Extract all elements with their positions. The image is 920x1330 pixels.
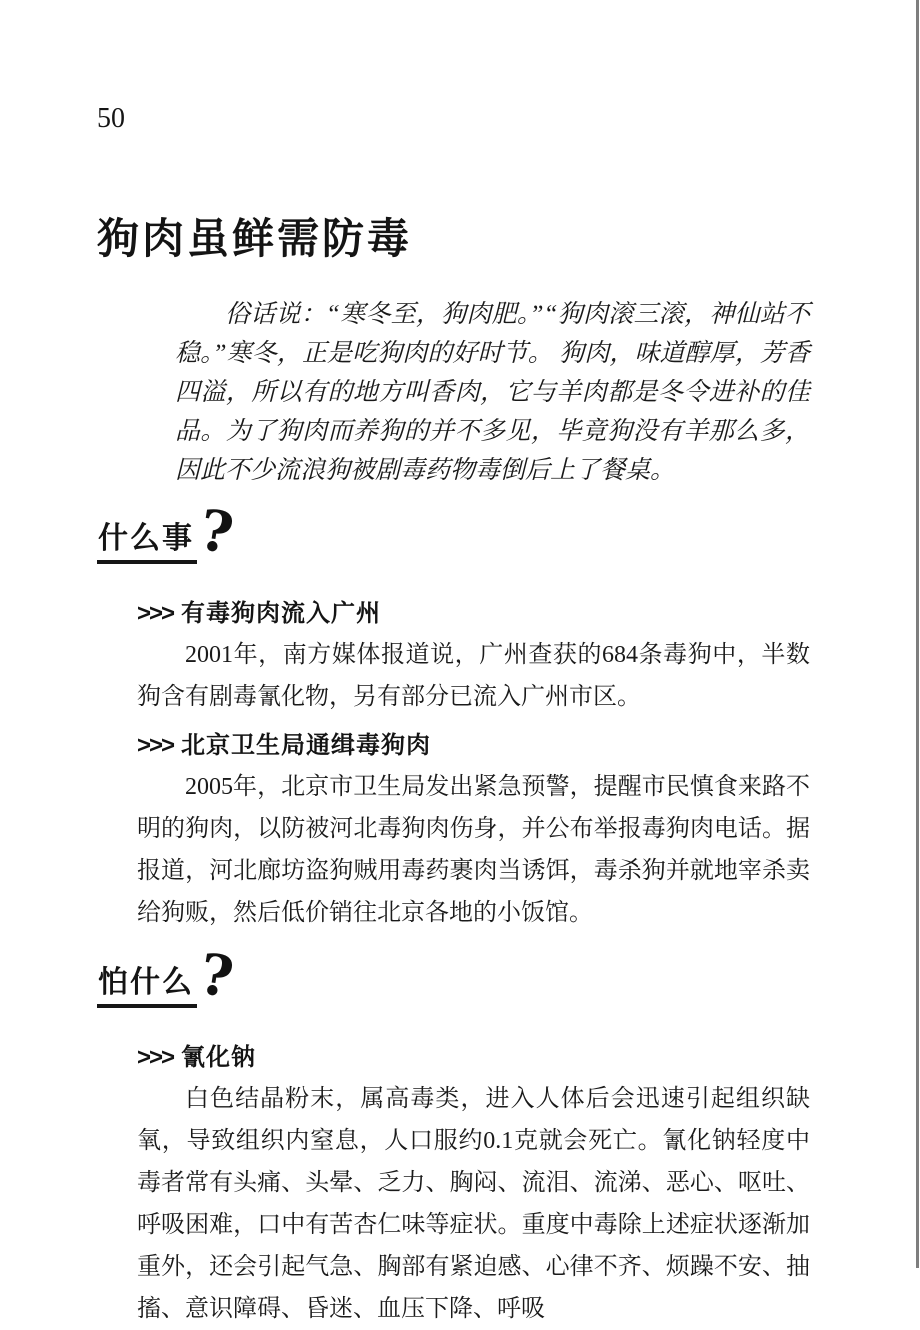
page-content xyxy=(97,215,810,1330)
question-mark-icon: ? xyxy=(195,496,238,568)
news-body: 2001年，南方媒体报道说，广州查获的684条毒狗中，半数狗含有剧毒氰化物，另有部分已流入广州市区。 xyxy=(137,642,810,710)
page-number: 50 xyxy=(97,103,125,134)
news-subtitle xyxy=(137,598,810,630)
triple-chevron-icon: >>> xyxy=(137,732,174,759)
section-heading-label: 怕什么 xyxy=(97,966,197,1008)
news-item-beijing xyxy=(137,730,810,934)
section-header-what-to-fear xyxy=(97,940,810,1012)
news-item-guangzhou xyxy=(137,598,810,718)
intro-paragraph: 俗话说：“寒冬至，狗肉肥。”“狗肉滚三滚，神仙站不稳。”寒冬，正是吃狗肉的好时节。 狗肉，味道醇厚，芳香四溢，所以有的地方叫香肉，它与羊肉都是冬令进补的佳品。为了狗肉而养狗的并不多见，毕竟狗没有羊那么多，因此不少流浪狗被剧毒药物毒倒后上了餐桌。 xyxy=(175,301,810,484)
news-body: 白色结晶粉末，属高毒类，进入人体后会迅速引起组织缺氧，导致组织内窒息，人口服约0.1克就会死亡。氰化钠轻度中毒者常有头痛、头晕、乏力、胸闷、流泪、流涕、恶心、呕吐、呼吸困难，口中有苦杏仁味等症状。重度中毒除上述症状逐渐加重外，还会引起气急、胸部有紧迫感、心律不齐、烦躁不安、抽搐、意识障碍、昏迷、血压下降、呼吸 xyxy=(137,1086,810,1322)
news-subtitle-text: 北京卫生局通缉毒狗肉 xyxy=(181,733,432,759)
news-subtitle-text: 氰化钠 xyxy=(181,1045,257,1071)
news-subtitle xyxy=(137,730,810,762)
section-heading-label: 什么事 xyxy=(97,522,197,564)
question-mark-icon: ? xyxy=(195,940,238,1012)
chapter-title: 狗肉虽鲜需防毒 xyxy=(97,217,413,263)
triple-chevron-icon: >>> xyxy=(137,1044,174,1071)
news-item-sodium-cyanide xyxy=(137,1042,810,1330)
news-subtitle-text: 有毒狗肉流入广州 xyxy=(181,601,382,627)
news-body: 2005年，北京市卫生局发出紧急预警，提醒市民慎食来路不明的狗肉，以防被河北毒狗肉伤身，并公布举报毒狗肉电话。据报道，河北廊坊盗狗贼用毒药裹肉当诱饵，毒杀狗并就地宰杀卖给狗贩，然后低价销往北京各地的小饭馆。 xyxy=(137,774,810,926)
triple-chevron-icon: >>> xyxy=(137,600,174,627)
scan-edge-line xyxy=(916,0,919,1268)
section-header-what-happened xyxy=(97,496,810,568)
news-subtitle xyxy=(137,1042,810,1074)
